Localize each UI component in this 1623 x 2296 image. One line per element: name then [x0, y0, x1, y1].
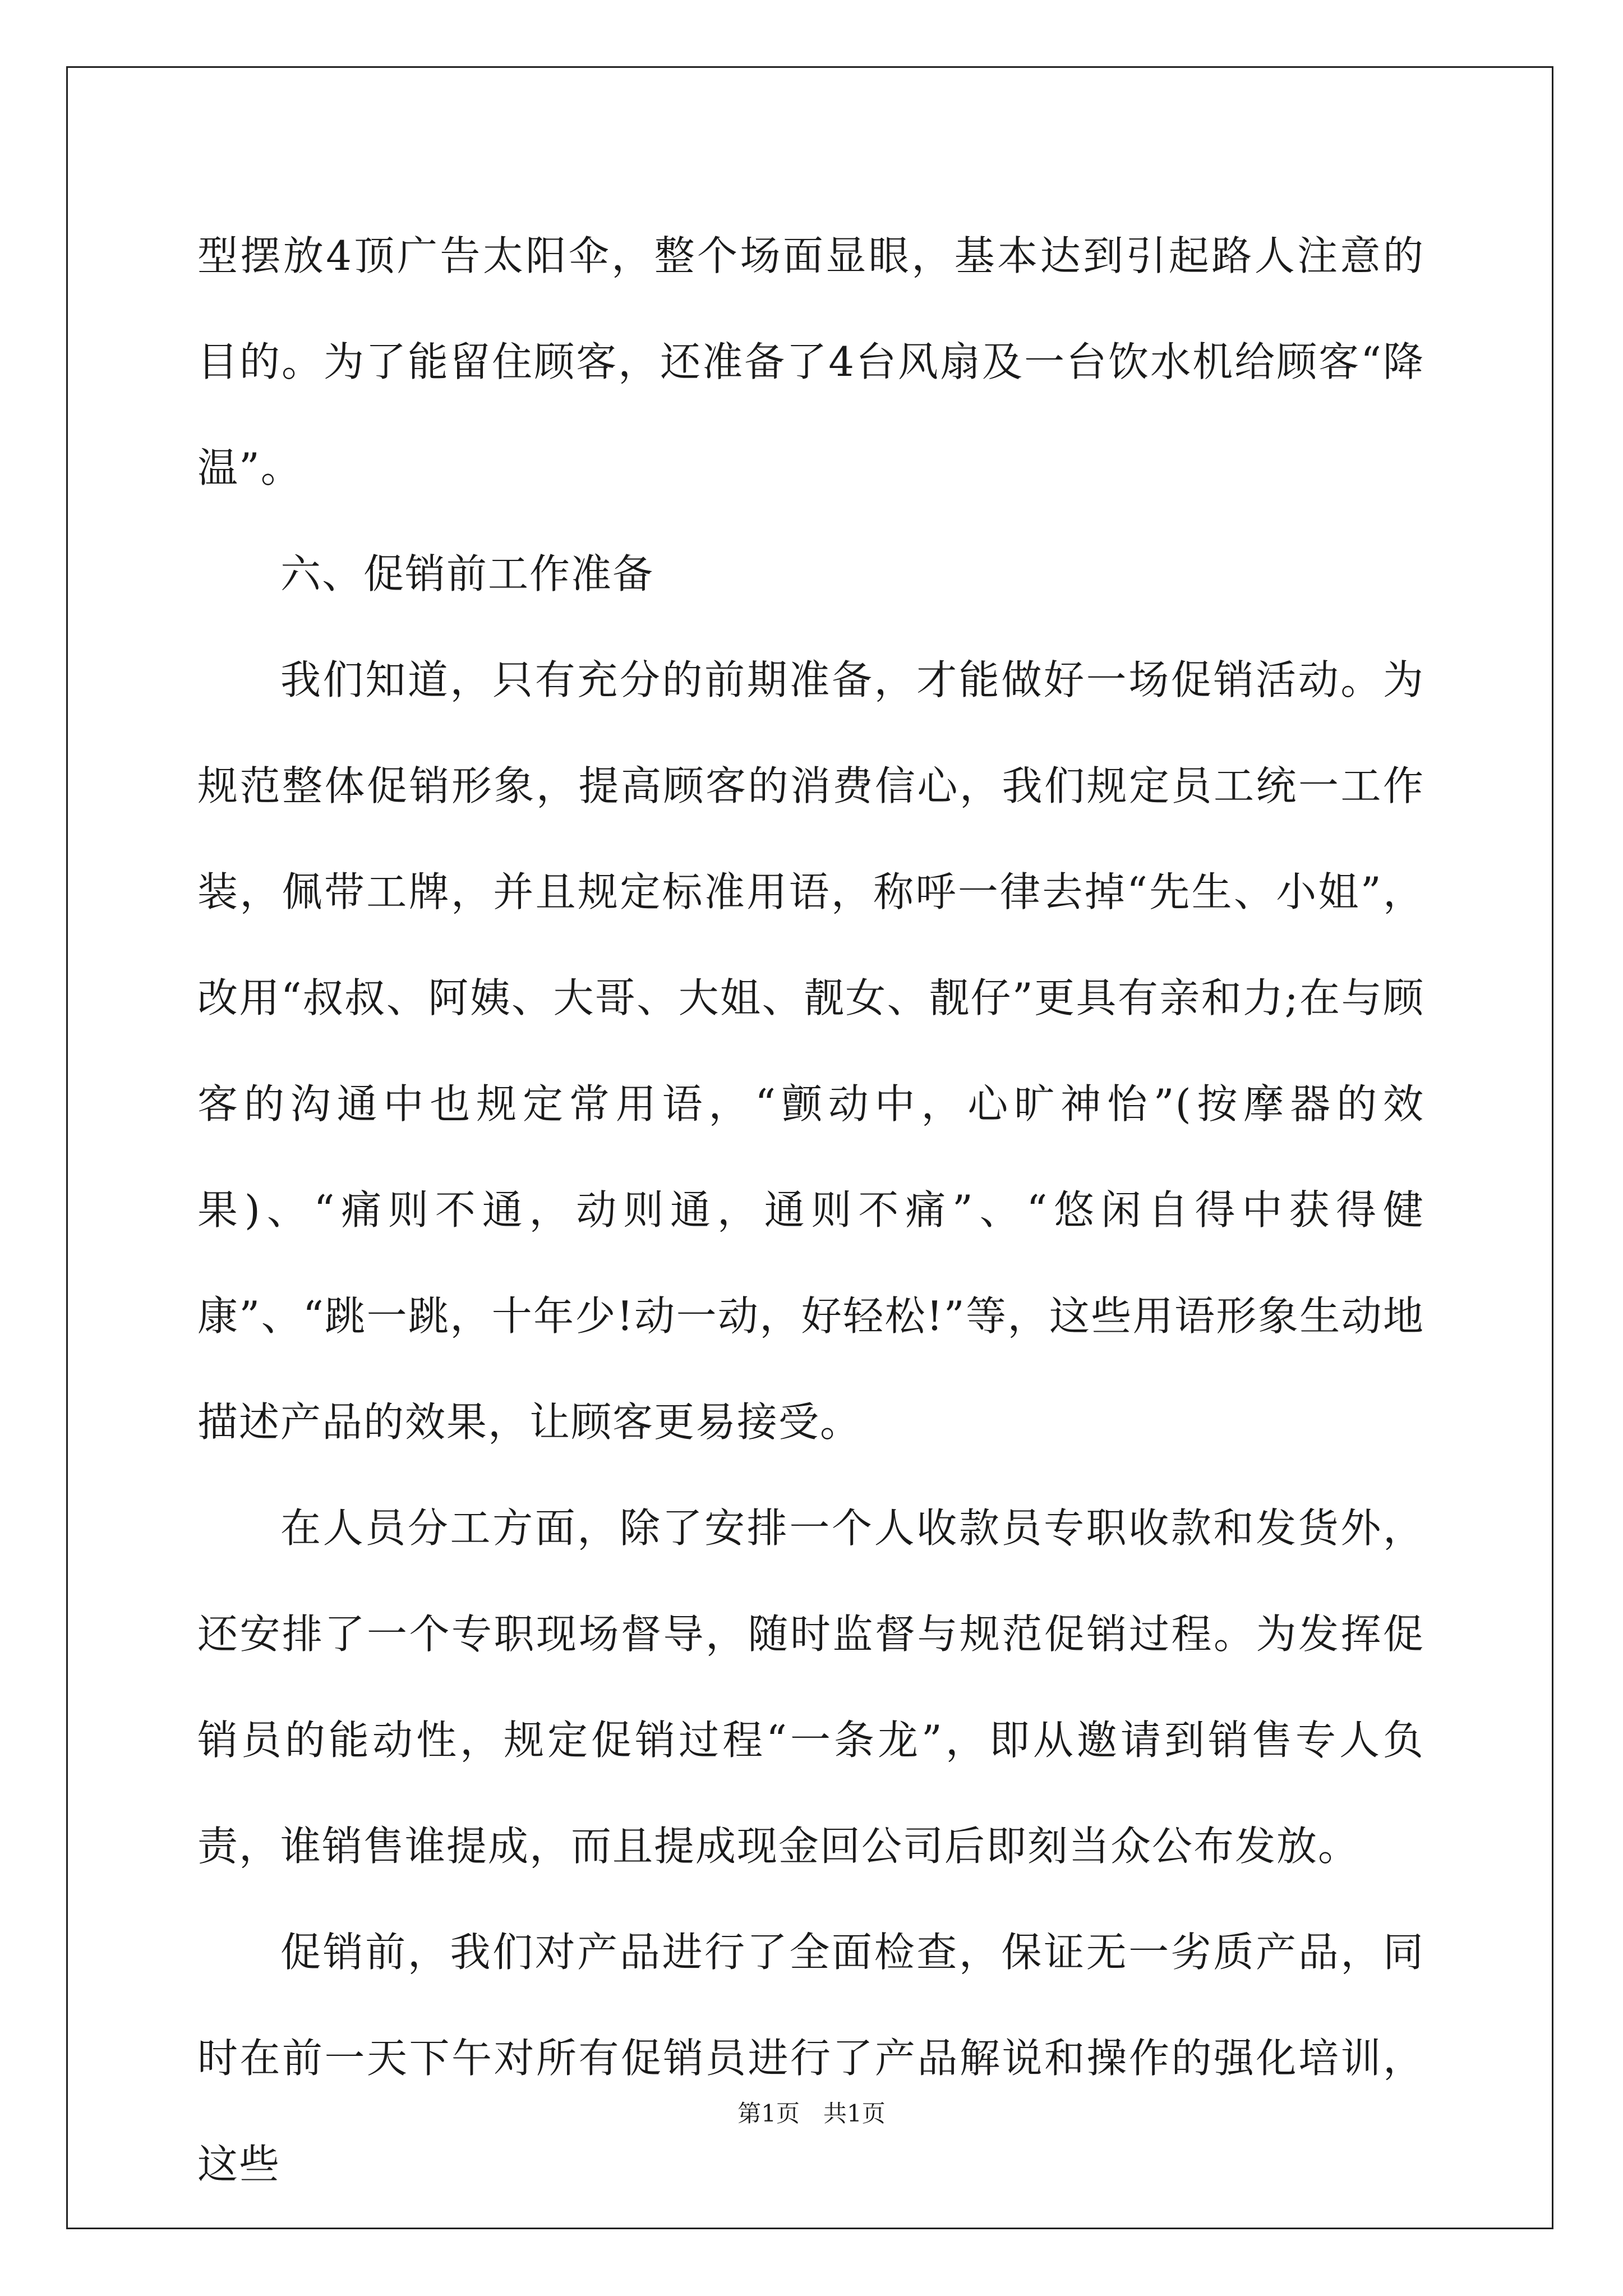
page-footer: 第1页 共1页 — [737, 2100, 886, 2127]
paragraph-3: 在人员分工方面，除了安排一个人收款员专职收款和发货外，还安排了一个专职现场督导，随时监督与规范促销过程。为发挥促销员的能动性，规定促销过程“一条龙”，即从邀请到销售专人负责，谁销售谁提成，而且提成现金回公司后即刻当众公布发放。 — [197, 1504, 1424, 1870]
paragraph-4: 促销前，我们对产品进行了全面检查，保证无一劣质产品，同时在前一天下午对所有促销员进行了产品解说和操作的强化培训，这些 — [197, 1929, 1424, 2188]
section-heading: 六、促销前工作准备 — [280, 550, 654, 597]
paragraph-2: 我们知道，只有充分的前期准备，才能做好一场促销活动。为规范整体促销形象，提高顾客的消费信心，我们规定员工统一工作装，佩带工牌，并且规定标准用语，称呼一律去掉“先生、小姐”，改用“叔叔、阿姨、大哥、大姐、靓女、靓仔”更具有亲和力;在与顾客的沟通中也规定常用语，“颤动中，心旷神怡”(按摩器的效果)、“痛则不通，动则通，通则不痛”、“悠闲自得中获得健康”、“跳一跳，十年少!动一动，好轻松!”等，这些用语形象生动地描述产品的效果，让顾客更易接受。 — [197, 656, 1424, 1446]
document-body — [197, 203, 1424, 2217]
paragraph-1: 型摆放4顶广告太阳伞，整个场面显眼，基本达到引起路人注意的目的。为了能留住顾客，还准备了4台风扇及一台饮水机给顾客“降温”。 — [197, 232, 1424, 491]
